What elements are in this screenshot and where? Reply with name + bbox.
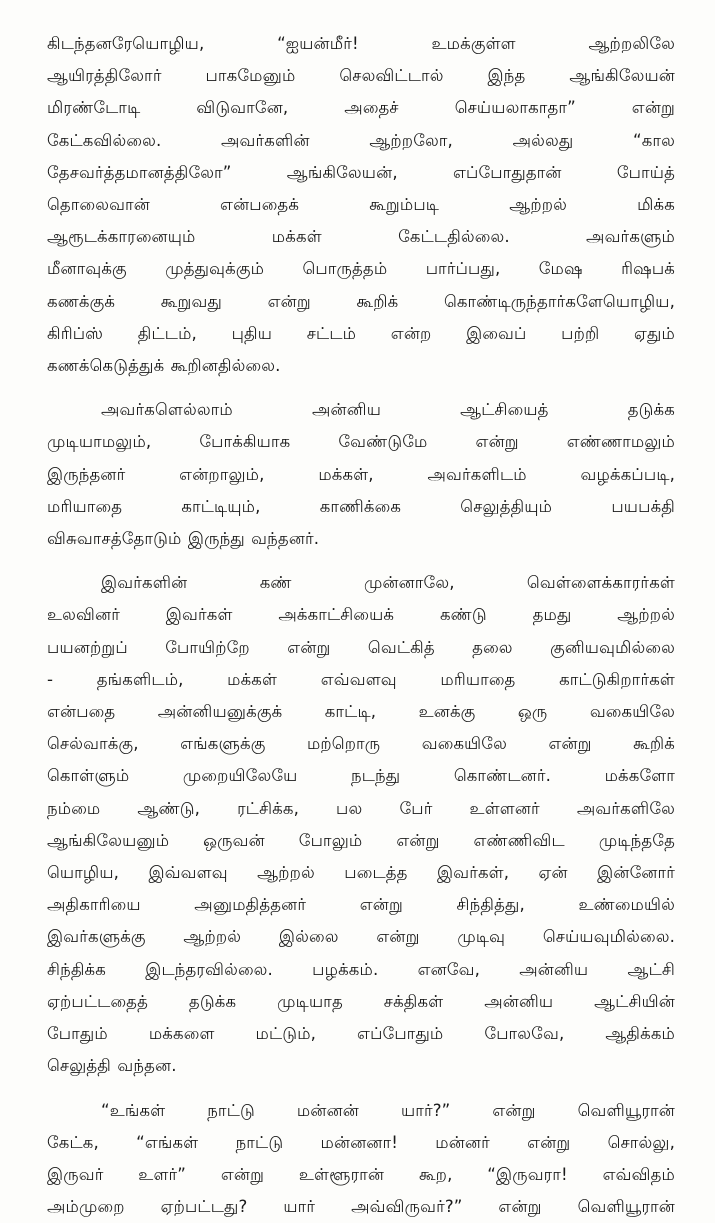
text-line: கிடந்தனரேயொழிய, “ஐயன்மீர்! உமக்குள்ள ஆற்றலிலே bbox=[47, 28, 675, 60]
paragraph-2 bbox=[47, 394, 675, 555]
text-line: நம்மை ஆண்டு, ரட்சிக்க, பல பேர் உள்ளனர் அவர்களிலே bbox=[47, 793, 675, 825]
text-line: கொள்ளும் முறையிலேயே நடந்து கொண்டனர். மக்களோ bbox=[47, 760, 675, 792]
text-line: விசுவாசத்தோடும் இருந்து வந்தனர். bbox=[47, 523, 675, 555]
paragraph-3 bbox=[47, 567, 675, 1082]
text-line: கிரிப்ஸ் திட்டம், புதிய சட்டம் என்ற இவைப் பற்றி ஏதும் bbox=[47, 318, 675, 350]
text-line: ஏற்பட்டதைத் தடுக்க முடியாத சக்திகள் அன்னிய ஆட்சியின் bbox=[47, 986, 675, 1018]
text-line: முடியாமலும், போக்கியாக வேண்டுமே என்று எண்ணாமலும் bbox=[47, 426, 675, 458]
text-line: இருவர் உளர்” என்று உள்ளூரான் கூற, “இருவரா! எவ்விதம் bbox=[47, 1159, 675, 1191]
text-line: யொழிய, இவ்வளவு ஆற்றல் படைத்த இவர்கள், ஏன் இன்னோர் bbox=[47, 857, 675, 889]
text-line: கேட்கவில்லை. அவர்களின் ஆற்றலோ, அல்லது “கால bbox=[47, 125, 675, 157]
text-line: “உங்கள் நாட்டு மன்னன் யார்?” என்று வெளியூரான் bbox=[47, 1095, 675, 1127]
text-line: அம்முறை ஏற்பட்டது? யார் அவ்விருவர்?” என்று வெளியூரான் bbox=[47, 1191, 675, 1223]
text-line: சிந்திக்க இடந்தரவில்லை. பழக்கம். எனவே, அன்னிய ஆட்சி bbox=[47, 954, 675, 986]
text-line: உலவினர் இவர்கள் அக்காட்சியைக் கண்டு தமது ஆற்றல் bbox=[47, 599, 675, 631]
text-line: போதும் மக்களை மட்டும், எப்போதும் போலவே, ஆதிக்கம் bbox=[47, 1018, 675, 1050]
text-line: அதிகாரியை அனுமதித்தனர் என்று சிந்தித்து, உண்மையில் bbox=[47, 889, 675, 921]
paragraph-4 bbox=[47, 1095, 675, 1223]
text-line: செலுத்தி வந்தன. bbox=[47, 1050, 675, 1082]
text-line: கணக்கெடுத்துக் கூறினதில்லை. bbox=[47, 350, 675, 382]
text-line: ஆரூடக்காரனையும் மக்கள் கேட்டதில்லை. அவர்களும் bbox=[47, 221, 675, 253]
text-line: ஆயிரத்திலோர் பாகமேனும் செலவிட்டால் இந்த ஆங்கிலேயன் bbox=[47, 60, 675, 92]
text-line: அவர்களெல்லாம் அன்னிய ஆட்சியைத் தடுக்க bbox=[47, 394, 675, 426]
text-line: கணக்குக் கூறுவது என்று கூறிக் கொண்டிருந்தார்களேயொழிய, bbox=[47, 286, 675, 318]
text-line: கேட்க, “எங்கள் நாட்டு மன்னனா! மன்னர் என்று சொல்லு, bbox=[47, 1127, 675, 1159]
text-line: மீனாவுக்கு முத்துவுக்கும் பொருத்தம் பார்ப்பது, மேஷ ரிஷபக் bbox=[47, 253, 675, 285]
text-line: தேசவர்த்தமானத்திலோ” ஆங்கிலேயன், எப்போதுதான் போய்த் bbox=[47, 157, 675, 189]
text-line: செல்வாக்கு, எங்களுக்கு மற்றொரு வகையிலே என்று கூறிக் bbox=[47, 728, 675, 760]
text-line: - தங்களிடம், மக்கள் எவ்வளவு மரியாதை காட்டுகிறார்கள் bbox=[47, 664, 675, 696]
text-line: பயனற்றுப் போயிற்றே என்று வெட்கித் தலை குனியவுமில்லை bbox=[47, 632, 675, 664]
text-line: ஆங்கிலேயனும் ஒருவன் போலும் என்று எண்ணிவிட முடிந்ததே bbox=[47, 825, 675, 857]
text-line: என்பதை அன்னியனுக்குக் காட்டி, உனக்கு ஒரு வகையிலே bbox=[47, 696, 675, 728]
paragraph-1 bbox=[47, 28, 675, 382]
text-line: மிரண்டோடி விடுவானே, அதைச் செய்யலாகாதா” என்று bbox=[47, 92, 675, 124]
text-line: தொலைவான் என்பதைக் கூறும்படி ஆற்றல் மிக்க bbox=[47, 189, 675, 221]
text-line: இவர்களுக்கு ஆற்றல் இல்லை என்று முடிவு செய்யவுமில்லை. bbox=[47, 921, 675, 953]
text-line: இருந்தனர் என்றாலும், மக்கள், அவர்களிடம் வழக்கப்படி, bbox=[47, 459, 675, 491]
text-line: இவர்களின் கண் முன்னாலே, வெள்ளைக்காரர்கள் bbox=[47, 567, 675, 599]
text-line: மரியாதை காட்டியும், காணிக்கை செலுத்தியும் பயபக்தி bbox=[47, 491, 675, 523]
